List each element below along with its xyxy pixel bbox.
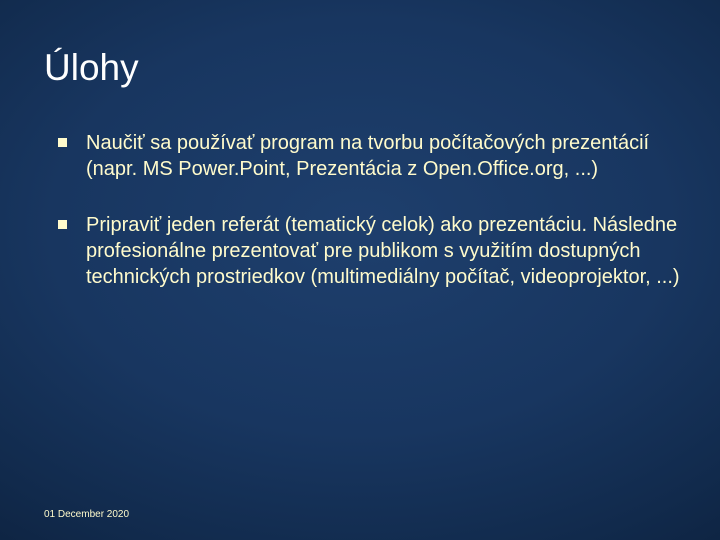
bullet-list	[58, 130, 698, 290]
bullet-item	[58, 130, 698, 182]
footer-date: 01 December 2020	[44, 509, 130, 520]
square-bullet-icon	[58, 138, 67, 147]
bullet-item	[58, 212, 698, 290]
bullet-text: Pripraviť jeden referát (tematický celok) ako prezentáciu. Následne profesionálne prezentovať pre publikom s využitím dostupných technických prostriedkov (multimediálny počítač, videoprojektor, ...)	[86, 214, 680, 288]
slide-title: Úlohy	[44, 47, 139, 88]
square-bullet-icon	[58, 220, 67, 229]
bullet-text: Naučiť sa používať program na tvorbu počítačových prezentácií (napr. MS Power.Point, Prezentácia z Open.Office.org, ...)	[86, 132, 650, 180]
